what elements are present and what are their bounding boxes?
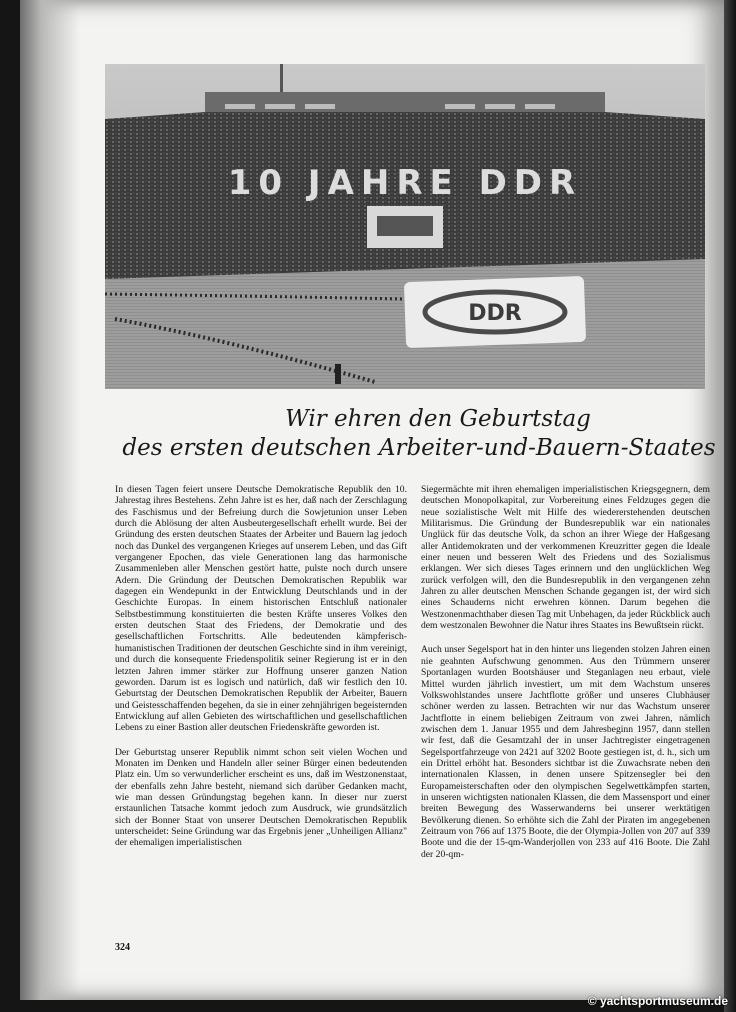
field bbox=[105, 259, 705, 389]
article-title bbox=[100, 405, 716, 463]
page-gutter-shadow bbox=[20, 0, 80, 1000]
stadium-photo bbox=[105, 64, 705, 389]
right-column bbox=[421, 484, 710, 860]
paragraph: Der Geburtstag unserer Republik nimmt schon seit vielen Wochen und Monaten im Denken und Handeln aller seiner Bürger einen bedeutenden Platz ein. Um so verwunderlicher erscheint es uns, daß im Westzonenstaat, der ebenfalls zehn Jahre besteht, niemand sich darüber Gedanken macht, wie man dessen Gründungstag begehen kann. In dieser nur zuerst erstaunlichen Tatsache kommt jedoch zum Ausdruck, wie grundsätzlich sich der Bonner Staat von unserer Deutschen Demokratischen Republik unterscheidet: Seine Gründung war das Ergebnis jener „Unheiligen Allianz" der ehemaligen imperialistischen bbox=[115, 746, 407, 849]
title-line-1: Wir ehren den Geburtstag bbox=[285, 406, 591, 432]
scan-edge bbox=[724, 0, 736, 1012]
paragraph: Auch unser Segelsport hat in den hinter uns liegenden stolzen Jahren einen nie geahnten Aufschwung genommen. Aus den Trümmern unserer Sportanlagen wurden Bootshäuser und Steganlagen neu erbaut, viele Mittel wurden jährlich investiert, um mit dem Wachstum unseres Volkswohlstandes unsere Jachtflotte größer und unseres Clubhäuser schöner werden zu lassen. Betrachten wir nur das Wachstum unserer Jachtflotte in einem beliebigen Zeitraum von zwei Jahren, nämlich zwischen dem 1. Januar 1955 und dem Jahresbeginn 1957, dann stellen wir fest, daß die Gesamtzahl der in unser Jachtregister eingetragenen Segelsportfahrzeuge von 2421 auf 3202 Boote gestiegen ist, d. h., sich um ein Drittel erhöht hat. Besonders sichtbar ist die Zuwachsrate neben den internationalen Klassen, in denen unsere Spitzensegler bei den Europameisterschaften oder den olympischen Segelwettkämpfen starten, in unseren wichtigsten nationalen Klassen, die dem Massensport und einer breiten Bewegung des Wasserwanderns bei unserer werktätigen Bevölkerung dienen. So erhöhte sich die Zahl der Piraten im angegebenen Zeitraum von 766 auf 1375 Boote, die der Olympia-Jollen von 207 auf 339 Boote und die der 15-qm-Wanderjollen von 233 auf 416 Boote. Die Zahl der 20-qm- bbox=[421, 644, 710, 860]
title-line-2: des ersten deutschen Arbeiter-und-Bauern-Staates bbox=[122, 434, 716, 461]
paragraph: Siegermächte mit ihren ehemaligen imperialistischen Kriegsgegnern, dem deutschen Monopolkapital, zur Vorbereitung eines Feldzuges gegen die neue sozialistische Welt mit Hilfe des wiedererstehenden deutschen Militarismus. Die Gründung der Bundesrepublik war ein nationales Unglück für das deutsche Volk, da schon an ihrer Wiege der Haßgesang aller Antidemokraten und der verkommenen Kreuzritter gegen die Ideale einer neuen und besseren Welt des Friedens und des Sozialismus erklangen. Wer sich dieses Tages erinnern und den unglücklichen Weg zurück verfolgen will, den die Bundesrepublik in den vergangenen zehn Jahren zu aller deutschen Menschen Schande gegangen ist, der wird sich eines Schauderns nicht erwehren können. Darum begehen die Westzonenmachthaber diesen Tag mit Unbehagen, da jeder Rückblick auch dem westzonalen Bewohner die Natur ihres Staates ins Bewußtsein rückt. bbox=[421, 484, 711, 632]
page-number: 324 bbox=[115, 942, 130, 953]
watermark: © yachtsportmuseum.de bbox=[587, 994, 728, 1008]
left-column bbox=[115, 484, 407, 849]
emblem-text: DDR bbox=[468, 301, 522, 326]
paragraph: In diesen Tagen feiert unsere Deutsche Demokratische Republik den 10. Jahrestag ihres Bestehens. Zehn Jahre ist es her, daß nach der Zerschlagung des Faschismus und der Befreiung durch die Sowjetunion unser Leben durch die Ablösung der alten Ausbeutergesellschaft erhellt wurde. Bei der Gründung des ersten deutschen Staates der Arbeiter und Bauern lag jedoch noch das Dunkel des vergangenen Krieges auf unserem Leben, und das Gift vergangener Epochen, das viele Generationen lang das harmonische Zusammenleben aller Menschen gestört hatte, pulste noch durch unsere Adern. Die Gründung der Deutschen Demokratischen Republik war dagegen ein Wendepunkt in der Entwicklung Deutschlands und in der Geschichte Europas. In einem historischen Entschluß nationaler Selbstbestimmung konstituierten die besten Kräfte unseres Volkes den ersten deutschen Staat des Friedens, der Demokratie und des gesellschaftlichen Fortschritts. Alle bedeutenden kämpferisch-humanistischen Traditionen der deutschen Geschichte sind in ihm vereinigt, und durch die konsequente Friedenspolitik seiner Regierung ist er in den letzten Jahren immer stärker zur Hoffnung unserer ganzen Nation geworden. Darum ist es logisch und natürlich, daß wir festlich den 10. Geburtstag der Deutschen Demokratischen Republik der Arbeiter, Bauern und Geistesschaffenden begehen, da sie in einer zehnjährigen begeisternden Entwicklung auf allen Gebieten des wirtschaftlichen und gesellschaftlichen Lebens zu einer Bastion aller deutschen Friedenskräfte geworden ist. bbox=[115, 484, 407, 734]
stadium-lettering: 10 JAHRE DDR bbox=[227, 163, 583, 203]
